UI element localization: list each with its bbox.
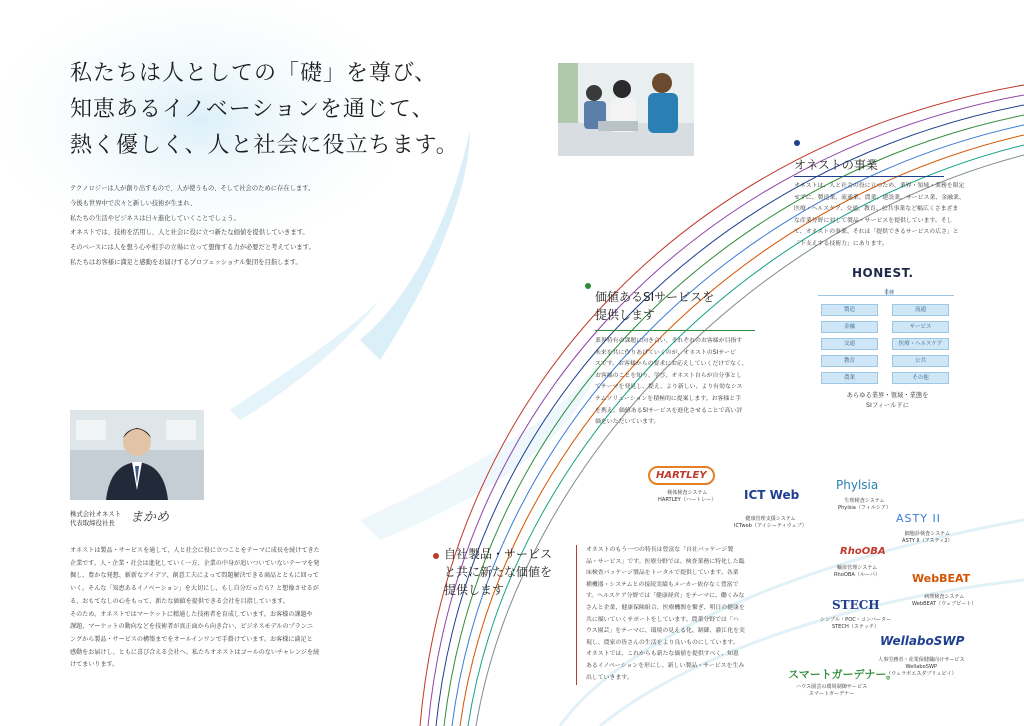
- business-body-line: 「下支えする技術力」にあります。: [794, 240, 888, 247]
- webbeat-logo: WebBEAT: [912, 572, 971, 585]
- intro-line: 今後も世界中で次々と新しい技術が生まれ、: [70, 199, 197, 207]
- product-caption-line: 細胞診検査システム: [904, 531, 950, 537]
- asty-caption: [902, 531, 953, 545]
- products-body-line: ウス園芸」をテーマに、環境の見える化、制御、灌江化を実: [586, 628, 745, 635]
- smart-gardener-logo: スマートガーデナー。: [788, 668, 898, 681]
- si-body-line: テムソリューションを積極的に提案します。お客様と手: [595, 395, 742, 402]
- products-title-line: と共に新たな価値を: [444, 565, 553, 579]
- hartley-logo: HARTLEY: [648, 466, 715, 485]
- products-divider: [576, 545, 577, 685]
- main-headline: [70, 56, 500, 164]
- si-title-line: 価値あるSIサービスを: [595, 290, 715, 304]
- stech-logo: STECH: [832, 598, 880, 612]
- products-body-line: あるイノベーションを形にし、新しい製品・サービスを生み: [586, 662, 745, 669]
- product-caption-line: 人事労務者・産業保健職向けサービス: [878, 657, 965, 663]
- si-body-line: を携え、価値あるSIサービスを進化させることで高い評: [595, 407, 743, 414]
- si-body-line: 業界特有の課題に向き合い、それぞれのお客様が目指す: [595, 338, 743, 344]
- product-caption-line: ハウス園芸の環境制御サービス: [796, 684, 868, 690]
- product-caption-line: HARTLEY（ハートレー）: [658, 496, 717, 503]
- ceo-message-line: 企業です。人・企業・社会は進化していく一方、企業の中身が追いついていないテーマを発: [70, 559, 320, 567]
- headline-line: 熱く優しく、人と社会に役立ちます。: [70, 133, 459, 158]
- headline-line: 私たちは人としての「礎」を尊び、: [70, 61, 438, 86]
- business-body-line: 医療・ヘルスケア、交通、教育、公共事業など幅広くさまざま: [794, 206, 959, 213]
- webbeat-caption: [912, 594, 976, 608]
- products-body-line: さんと企業、健康保険組合、医療機関を繋ぎ、明日の健康を: [586, 604, 745, 611]
- business-title: オネストの事業: [794, 158, 878, 172]
- field-box: 教育: [821, 355, 878, 367]
- phylsia-logo: Phylsia: [836, 478, 879, 492]
- si-body-line: お客様のことを知り、学び、オネスト自らが自分事とし: [595, 372, 742, 379]
- business-body-line: せずに、製造業、流通業、農業、建設業、サービス業、金融業、: [794, 194, 965, 201]
- products-body-line: オネストでは、これからも新たな価値を提供すべく、知恵: [586, 651, 739, 658]
- chart-top-label: 業種: [884, 290, 895, 296]
- ceo-message-line: けてまいります。: [70, 661, 119, 669]
- products-body-line: す。ヘルスケア分野では「健康経営」をテーマに、働くみな: [586, 593, 745, 600]
- products-title-line: 提供します: [444, 583, 505, 597]
- products-body-line: 床検査パッケージ製品をトータルで提供しています。各業: [586, 570, 739, 577]
- hartley-caption: [658, 490, 716, 504]
- ceo-message-line: ングから製品・サービスの構築までをオールインワンで手掛けています。お客様に満足と: [70, 635, 313, 643]
- field-box: その他: [892, 372, 949, 384]
- si-body-line: てテーマを発見し、提え、より新しい、より有効なシス: [595, 384, 743, 391]
- products-body: [586, 545, 745, 684]
- products-body-line: 共に描いていくサポートをしています。農業分野では「ハ: [586, 616, 739, 623]
- products-body-line: オネストのもう一つの特長は豊富な「自社パッケージ製: [586, 547, 734, 553]
- ceo-message-line: 掘し、豊かな発想、斬新なアイデア、創意工夫によって問題解決できる商品とともに回って: [70, 572, 319, 580]
- ceo-message-line: 感動をお届けし、ともに喜び合える会社へ。私たちオネストはゴールのないチャレンジを続: [70, 648, 320, 656]
- business-marker-dot: [794, 140, 800, 146]
- rhooba-logo: RhoOBA: [840, 546, 886, 557]
- caption-line: SIフィールドに: [865, 401, 909, 409]
- si-underline: [595, 330, 755, 331]
- ictweb-caption: [734, 516, 807, 530]
- product-caption-line: 検体検査システム: [667, 490, 708, 496]
- product-caption-line: スマートガーデナー: [808, 690, 855, 697]
- product-caption-line: Phylsia（フィルシア）: [838, 504, 892, 511]
- ceo-photo: [70, 410, 204, 500]
- product-caption-line: STECH（ステッチ）: [831, 623, 880, 630]
- business-body-line: オネストは、人と社会の役に立つため、業界・領域・業務を限定: [794, 183, 965, 189]
- product-caption-line: 生理検査システム: [844, 498, 885, 504]
- intro-text: [70, 182, 400, 271]
- products-body-line: 種機器・システムとの接続実績もメーカー依存なく豊富で: [586, 581, 739, 588]
- ceo-message-line: る、おもてなしの心をもって、新たな価値を提供できる会社を目指しています。: [70, 597, 289, 605]
- product-caption-line: 輸血管理システム: [836, 565, 878, 571]
- si-body-line: 未来を共に作りあげていくのが、オネストのSIサービ: [595, 349, 736, 356]
- intro-line: そのベースには人を想う心や相手の立場に立って想像する力が必要だと考えています。: [70, 244, 315, 252]
- products-marker-dot: [433, 553, 439, 559]
- ceo-caption: [70, 510, 121, 528]
- product-caption-line: シンプル・POC・コンバーター: [820, 617, 892, 623]
- product-caption-line: RhoOBA（ルーバ）: [834, 571, 881, 578]
- product-caption-line: ASTY II（アスティ2）: [902, 537, 953, 544]
- office-team-photo: [558, 63, 694, 156]
- product-caption-line: 病理検査システム: [924, 594, 965, 600]
- si-title: [595, 288, 714, 324]
- field-box: 医療・ヘルスケア: [892, 338, 949, 350]
- business-body-line: な産業分野に対して製品・サービスを提供しています。そし: [794, 217, 953, 224]
- smart-gardener-caption: [796, 684, 867, 698]
- rhooba-caption: [834, 565, 880, 579]
- ceo-title: 代表取締役社長: [70, 519, 115, 527]
- ceo-company: 株式会社オネスト: [70, 510, 122, 518]
- field-box: 交通: [821, 338, 878, 350]
- intro-line: オネストでは、技術を活用し、人と社会に役に立つ新たな価値を提供していきます。: [70, 229, 309, 237]
- ceo-message-line: いく。そんな「知恵あるイノベーション」を大切にし、もし自分だったら？と想像させるが: [70, 585, 319, 593]
- business-body: [794, 181, 965, 251]
- business-underline: [794, 176, 944, 177]
- product-caption-line: WebBEAT（ウェブビート）: [912, 600, 977, 607]
- ceo-message-line: そのため、オネストではマーケットに精通した技術者を育成しています。お客様の課題や: [70, 610, 313, 618]
- products-title-line: 自社製品・サービス: [444, 547, 553, 561]
- field-box: 製造: [821, 304, 878, 316]
- field-box: 流通: [892, 304, 949, 316]
- si-marker-dot: [585, 283, 591, 289]
- products-body-line: 現し、農家の皆さんの生活をより良いものにしています。: [586, 639, 739, 646]
- product-caption-line: ICTweb（アイシーティウェブ）: [734, 522, 807, 529]
- field-box: 金融: [821, 321, 878, 333]
- products-title: [444, 545, 552, 599]
- ceo-message-line: 課題、マーケットの動向などを技術者が真正面から向き合い、ビジネスモデルのプランニ: [70, 623, 313, 631]
- si-title-line: 提供します: [595, 308, 656, 322]
- phylsia-caption: [838, 498, 891, 512]
- ceo-message-line: オネストは製品・サービスを通して、人と社会に役に立つことをテーマに成長を続けてきた: [70, 547, 320, 554]
- headline-line: 知恵あるイノベーションを通じて、: [70, 97, 435, 122]
- intro-line: テクノロジーは人が創り出すもので、人が使うもの、そして社会のために存在します。: [70, 185, 315, 192]
- business-body-line: て、オネストの事業、それは「提供できるサービスの広さ」と: [794, 229, 959, 236]
- field-box: 公共: [892, 355, 949, 367]
- honest-logo: HONEST.: [852, 266, 914, 280]
- field-box: 農業: [821, 372, 878, 384]
- ictweb-logo: ICT Web: [744, 488, 800, 502]
- ceo-signature: まかめ: [130, 510, 170, 525]
- wellabo-logo: WellaboSWP: [880, 634, 965, 648]
- product-caption-line: （ウェラボエスダブリュピイ）: [886, 670, 957, 677]
- product-caption-line: 健康管理支援システム: [745, 516, 796, 522]
- si-field-caption: [830, 391, 945, 410]
- stech-caption: [820, 617, 891, 631]
- si-body-line: 価をいただいています。: [595, 419, 660, 426]
- products-body-line: 出していきます。: [586, 674, 633, 681]
- si-body: [595, 336, 748, 429]
- intro-line: 私たちはお客様に満足と感動をお届けするプロフェッショナル集団を目指します。: [70, 258, 302, 266]
- intro-line: 私たちの生活やビジネスは日々進化していくことでしょう。: [70, 214, 240, 222]
- field-box: サービス: [892, 321, 949, 333]
- product-caption-line: WellaboSWP: [905, 663, 938, 670]
- si-field-chart: [818, 290, 954, 388]
- products-body-line: 品・サービス」です。医療分野では、検査業務に特化した臨: [586, 558, 745, 565]
- caption-line: あらゆる業界・領域・業態を: [846, 392, 929, 399]
- si-body-line: スです。お客様からの要求にお応えしていくだけでなく、: [595, 361, 748, 368]
- ceo-message: [70, 545, 332, 672]
- asty-logo: ASTY II: [896, 512, 941, 525]
